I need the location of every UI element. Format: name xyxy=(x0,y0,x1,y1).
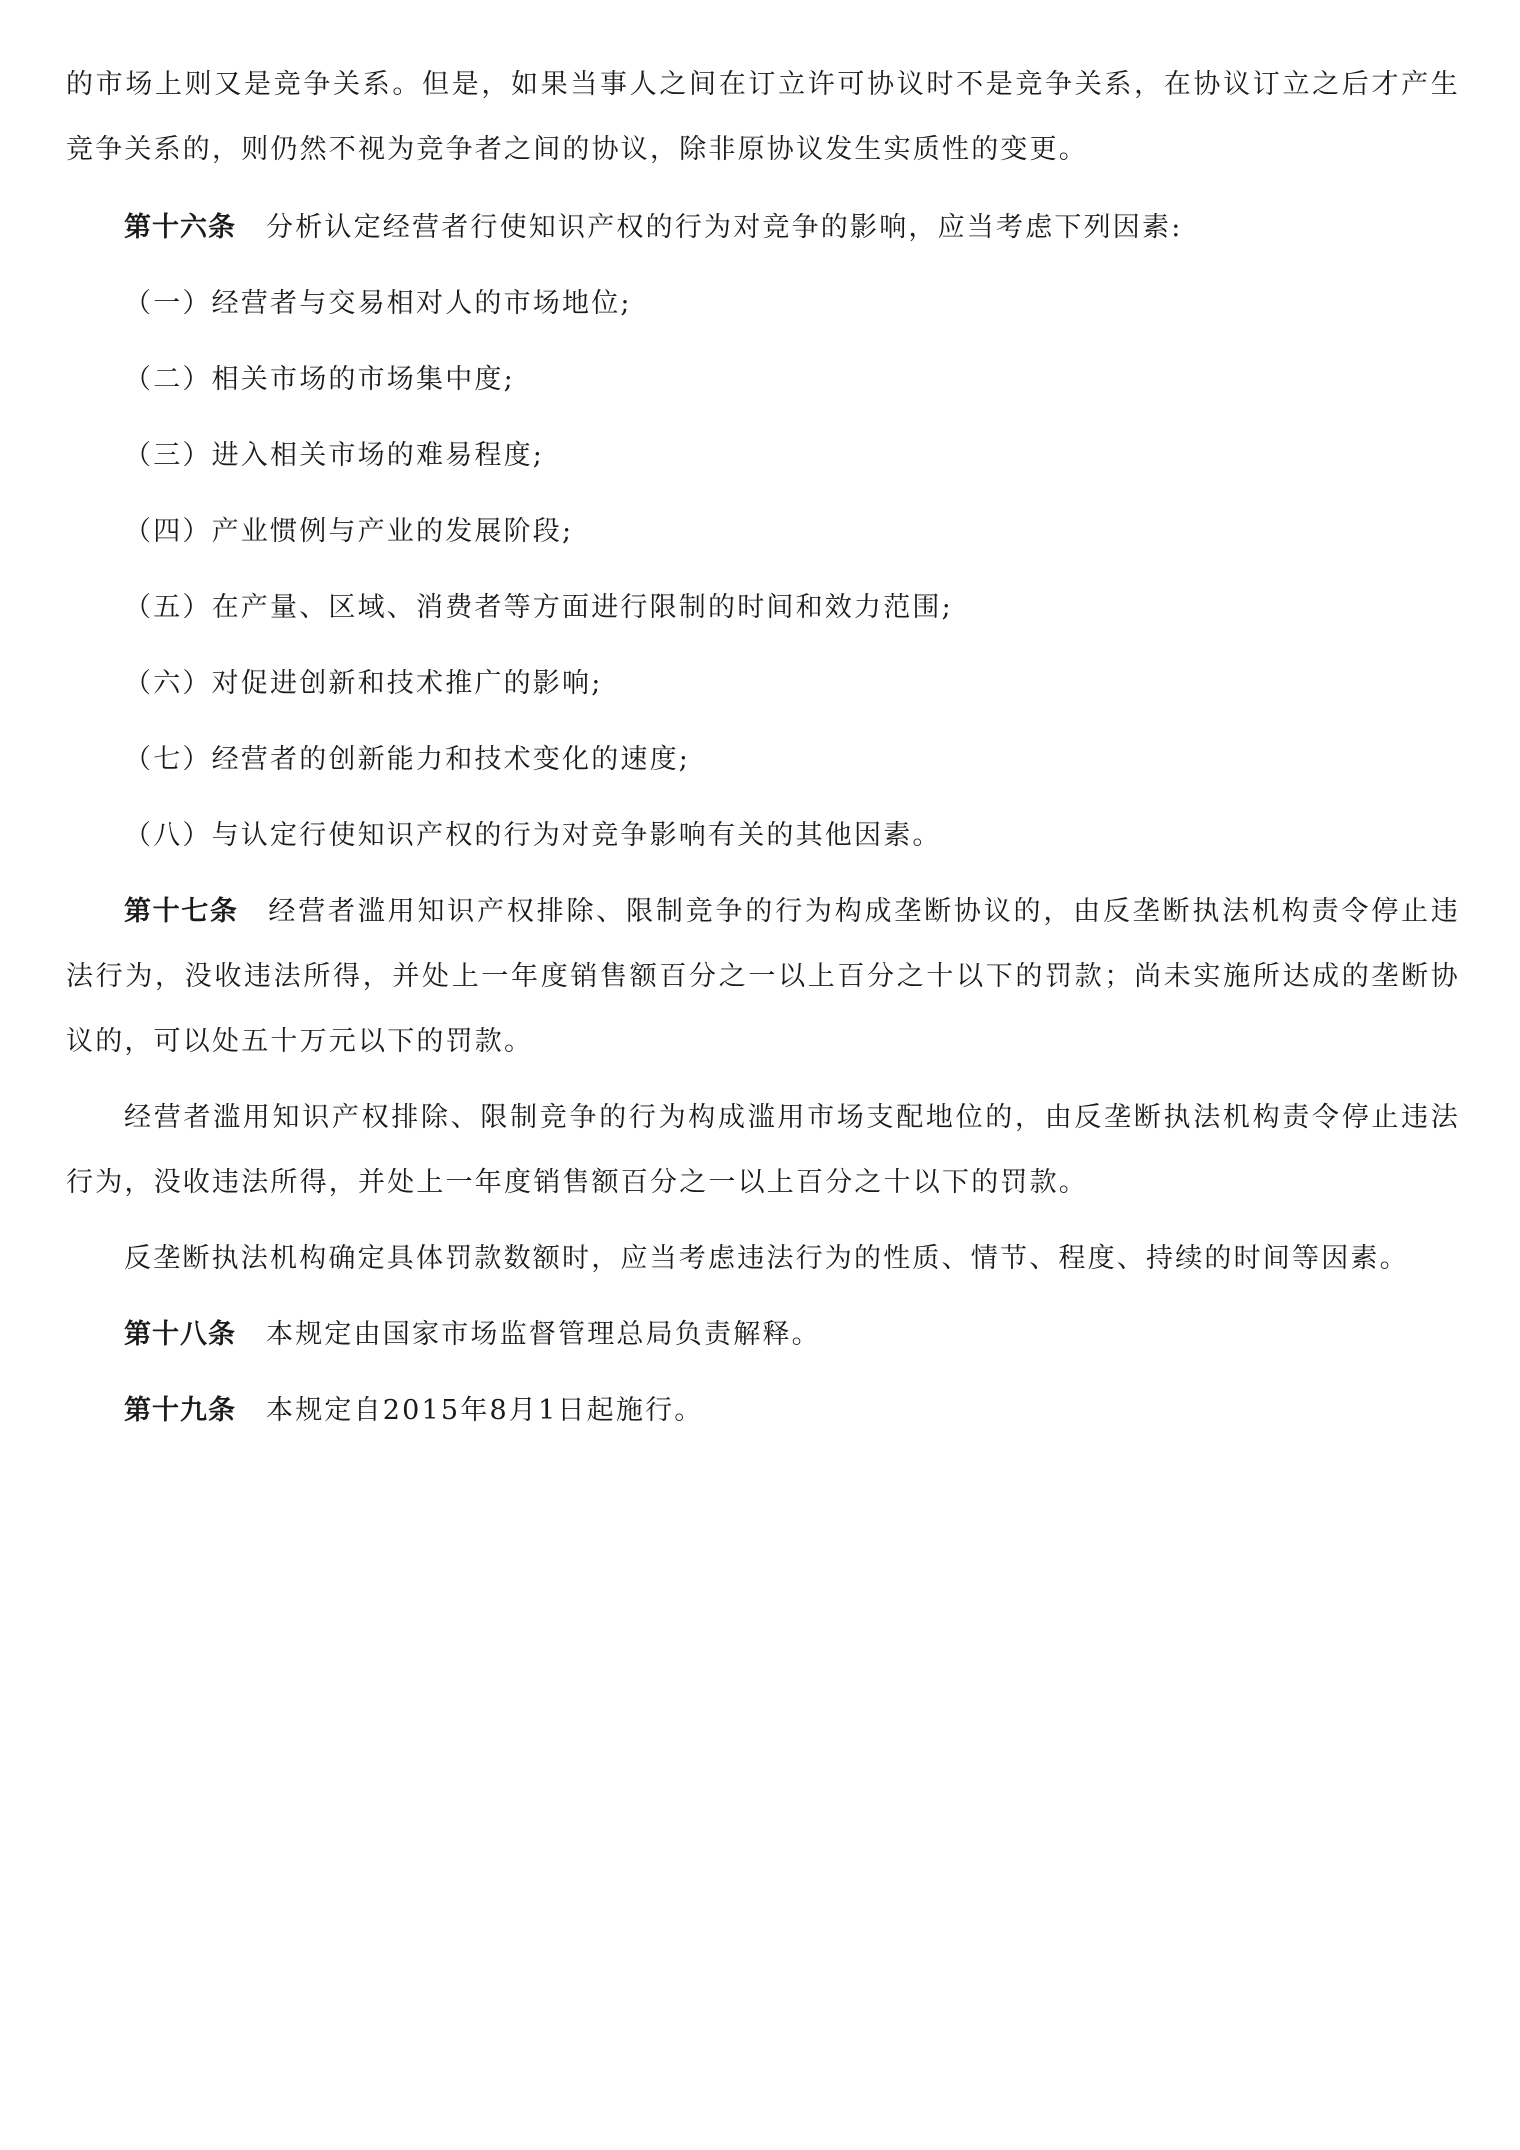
article-19 xyxy=(66,1378,1460,1443)
article-16-item-2: （二）相关市场的市场集中度; xyxy=(124,364,515,395)
continuation-paragraph: 的市场上则又是竞争关系。但是，如果当事人之间在订立许可协议时不是竞争关系，在协议订立之后才产生竞争关系的，则仍然不视为竞争者之间的协议，除非原协议发生实质性的变更。 xyxy=(66,69,1460,165)
article-16-number: 第十六条 xyxy=(124,212,236,243)
article-16-item-7: （七）经营者的创新能力和技术变化的速度; xyxy=(124,744,691,775)
article-16-item-3: （三）进入相关市场的难易程度; xyxy=(124,440,545,471)
article-17-paragraph-2: 经营者滥用知识产权排除、限制竞争的行为构成滥用市场支配地位的，由反垄断执法机构责令停止违法行为，没收违法所得，并处上一年度销售额百分之一以上百分之十以下的罚款。 xyxy=(66,1102,1460,1198)
article-16-item-6: （六）对促进创新和技术推广的影响; xyxy=(124,668,603,699)
article-19-text: 本规定自2015年8月1日起施行。 xyxy=(266,1395,704,1426)
article-18-text: 本规定由国家市场监督管理总局负责解释。 xyxy=(266,1319,821,1350)
article-16 xyxy=(66,195,1460,260)
article-16-item-1: （一）经营者与交易相对人的市场地位; xyxy=(124,288,632,319)
article-17-text: 经营者滥用知识产权排除、限制竞争的行为构成垄断协议的，由反垄断执法机构责令停止违法行为，没收违法所得，并处上一年度销售额百分之一以上百分之十以下的罚款；尚未实施所达成的垄断协议的，可以处五十万元以下的罚款。 xyxy=(66,896,1461,1057)
article-17 xyxy=(66,879,1460,1074)
article-16-text: 分析认定经营者行使知识产权的行为对竞争的影响，应当考虑下列因素: xyxy=(266,212,1183,243)
document-page xyxy=(66,52,1460,1443)
article-16-item-8: （八）与认定行使知识产权的行为对竞争影响有关的其他因素。 xyxy=(124,820,942,851)
article-16-item-4: （四）产业惯例与产业的发展阶段; xyxy=(124,516,574,547)
article-18 xyxy=(66,1302,1460,1367)
article-17-number: 第十七条 xyxy=(124,896,239,927)
article-18-number: 第十八条 xyxy=(124,1319,236,1350)
article-16-item-5: （五）在产量、区域、消费者等方面进行限制的时间和效力范围; xyxy=(124,592,953,623)
article-19-number: 第十九条 xyxy=(124,1395,236,1426)
article-17-paragraph-3: 反垄断执法机构确定具体罚款数额时，应当考虑违法行为的性质、情节、程度、持续的时间等因素。 xyxy=(124,1243,1409,1274)
